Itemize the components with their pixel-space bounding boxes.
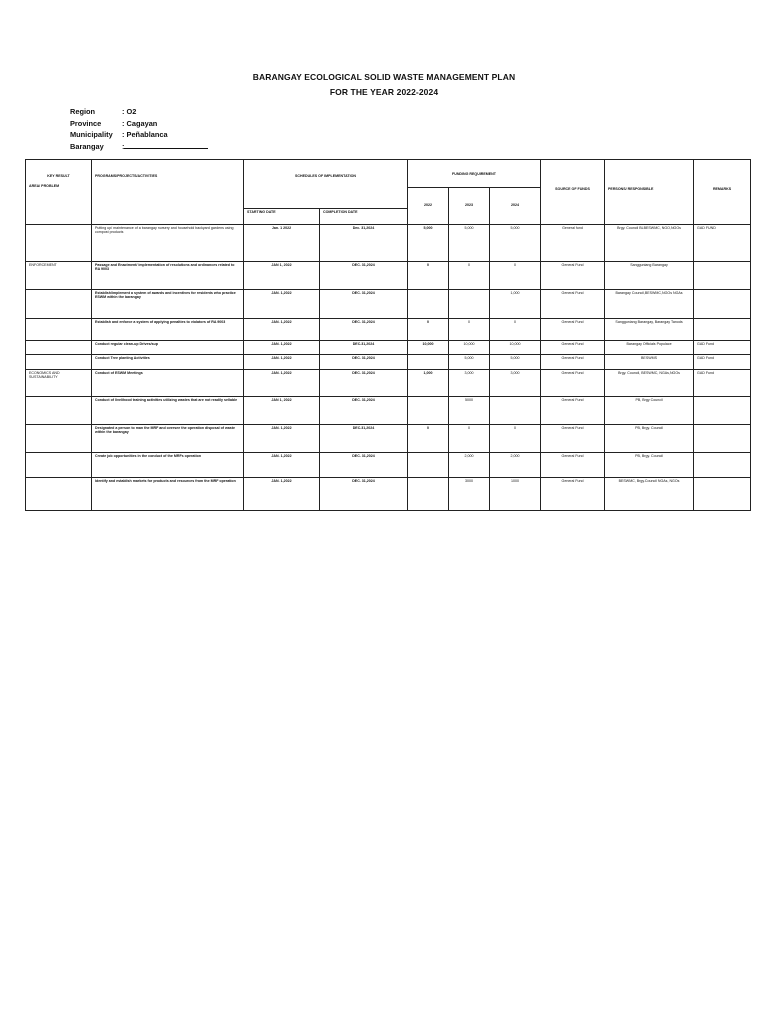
program-cell: Putting up/ maintenance of a barangay nursery and household backyard gardens using compost products bbox=[92, 225, 244, 262]
program-cell: Identify and establish markets for products and resources from the MRF operation bbox=[92, 478, 244, 511]
fund-2024-cell: 1000 bbox=[490, 478, 541, 511]
program-cell: Conduct of ESWM Meetings bbox=[92, 370, 244, 397]
plan-table bbox=[25, 159, 751, 511]
programs-header: PROGRAMS/PROJECTS/ACTIVITIES bbox=[92, 160, 244, 225]
fund-2022-cell bbox=[408, 290, 449, 319]
fund-2022-cell: 0 bbox=[408, 319, 449, 341]
table-row bbox=[26, 453, 751, 478]
fund-2023-cell: 0 bbox=[449, 262, 490, 290]
year-2024-header: 2024 bbox=[490, 188, 541, 225]
key-result-area-cell bbox=[26, 341, 92, 355]
key-result-header bbox=[26, 160, 92, 225]
source-of-funds-cell: General Fund bbox=[541, 453, 605, 478]
table-row bbox=[26, 355, 751, 370]
source-of-funds-cell: General Fund bbox=[541, 478, 605, 511]
completion-date-cell: DEC.31,2024 bbox=[320, 341, 408, 355]
fund-2022-cell: 10,000 bbox=[408, 341, 449, 355]
completion-date-cell: DEC. 31,2024 bbox=[320, 397, 408, 425]
remarks-cell: GAD FUND bbox=[694, 225, 751, 262]
source-of-funds-cell: General Fund bbox=[541, 341, 605, 355]
fund-2023-cell: 5000 bbox=[449, 397, 490, 425]
persons-responsible-cell: PB, Brgy Council bbox=[605, 397, 694, 425]
area-problem-label: AREA/ PROBLEM bbox=[29, 184, 60, 189]
fund-2024-cell: 3,000 bbox=[490, 370, 541, 397]
fund-2024-cell: 10,000 bbox=[490, 341, 541, 355]
persons-responsible-cell: PB, Brgy. Council bbox=[605, 425, 694, 453]
completion-date-header: COMPLETION DATE bbox=[320, 209, 408, 225]
source-of-funds-cell: General Fund bbox=[541, 262, 605, 290]
key-result-area-cell: ECONOMICS AND SUSTAINABILITY bbox=[26, 370, 92, 397]
key-result-label: KEY RESULT bbox=[47, 174, 70, 178]
fund-2022-cell: 0 bbox=[408, 262, 449, 290]
key-result-area-cell bbox=[26, 319, 92, 341]
persons-header: PERSONS/ RESPONSIBLE bbox=[605, 160, 694, 225]
key-result-area-cell: ENFORCEMENT bbox=[26, 262, 92, 290]
document-subtitle: FOR THE YEAR 2022-2024 bbox=[329, 87, 439, 97]
starting-date-cell: JAN. 1,2022 bbox=[244, 290, 320, 319]
fund-2022-cell: 5,000 bbox=[408, 225, 449, 262]
persons-responsible-cell: Sangguniang Barangay, Barangay Tanods bbox=[605, 319, 694, 341]
table-row bbox=[26, 319, 751, 341]
table-row bbox=[26, 370, 751, 397]
persons-responsible-cell: Brgy. Council, BESWMC, NGAs,NGOs bbox=[605, 370, 694, 397]
fund-2022-cell: 1,000 bbox=[408, 370, 449, 397]
starting-date-cell: JAN. 1,2022 bbox=[244, 453, 320, 478]
fund-2023-cell bbox=[449, 290, 490, 319]
remarks-cell: GAD Fund bbox=[694, 355, 751, 370]
municipality-label: Municipality bbox=[70, 130, 113, 139]
fund-2022-cell bbox=[408, 397, 449, 425]
remarks-cell: GAD Fund bbox=[694, 341, 751, 355]
region-value: : O2 bbox=[122, 107, 137, 116]
program-cell: Conduct of livelihood training activities utilizing wastes that are not readily sellable bbox=[92, 397, 244, 425]
starting-date-cell: JAN. 1,2022 bbox=[244, 341, 320, 355]
schedule-header: SCHEDULES OF IMPLEMENTATION bbox=[244, 160, 408, 209]
fund-2023-cell: 0 bbox=[449, 319, 490, 341]
barangay-value: : bbox=[122, 141, 125, 151]
funding-header: FUNDING REQUIREMENT bbox=[408, 160, 541, 188]
table-row bbox=[26, 478, 751, 511]
fund-2023-cell: 10,000 bbox=[449, 341, 490, 355]
key-result-area-cell bbox=[26, 225, 92, 262]
region-label: Region bbox=[70, 107, 96, 116]
completion-date-cell: Dec. 31,2024 bbox=[320, 225, 408, 262]
remarks-cell: GAD Fund bbox=[694, 370, 751, 397]
remarks-cell bbox=[694, 453, 751, 478]
program-cell: Establish and enforce a system of applying penalties to violators of RA 9003 bbox=[92, 319, 244, 341]
fund-2024-cell: 5,000 bbox=[490, 225, 541, 262]
barangay-label: Barangay bbox=[70, 141, 104, 151]
remarks-header: REMARKS bbox=[694, 160, 751, 225]
header-row-1 bbox=[26, 160, 751, 188]
persons-responsible-cell: Barangay Council,BESWMC,NGOs NGAs bbox=[605, 290, 694, 319]
fund-2022-cell bbox=[408, 453, 449, 478]
fund-2024-cell: 0 bbox=[490, 319, 541, 341]
key-result-area-cell bbox=[26, 397, 92, 425]
key-result-area-cell bbox=[26, 290, 92, 319]
fund-2022-cell bbox=[408, 478, 449, 511]
key-result-area-cell bbox=[26, 355, 92, 370]
fund-2024-cell: 1,000 bbox=[490, 290, 541, 319]
program-cell: Passage and Enactment/ implementation of resolutions and ordinances related to RA 9003 bbox=[92, 262, 244, 290]
fund-2024-cell: 5,000 bbox=[490, 355, 541, 370]
source-of-funds-cell: General Fund bbox=[541, 425, 605, 453]
municipality-value: : Peñablanca bbox=[122, 130, 168, 139]
year-2023-header: 2023 bbox=[449, 188, 490, 225]
persons-responsible-cell: BESWMC, Brgy.Council NGAs, NGOs bbox=[605, 478, 694, 511]
starting-date-cell: JAN. 1,2022 bbox=[244, 355, 320, 370]
remarks-cell bbox=[694, 262, 751, 290]
starting-date-header: STARTING DATE bbox=[244, 209, 320, 225]
province-value: : Cagayan bbox=[122, 118, 158, 128]
province-row bbox=[70, 118, 208, 130]
location-info bbox=[70, 106, 208, 152]
fund-2023-cell: 5,000 bbox=[449, 225, 490, 262]
program-cell: Designated a person to man the MRF and oversee the operation disposal of waste within the barangay bbox=[92, 425, 244, 453]
completion-date-cell: DEC. 31,2024 bbox=[320, 319, 408, 341]
completion-date-cell: DEC. 31,2024 bbox=[320, 262, 408, 290]
program-cell: Conduct Tree planting Activities bbox=[92, 355, 244, 370]
starting-date-cell: JAN 1, 2022 bbox=[244, 262, 320, 290]
remarks-cell bbox=[694, 425, 751, 453]
key-result-area-cell bbox=[26, 453, 92, 478]
fund-2024-cell bbox=[490, 397, 541, 425]
fund-2024-cell: 0 bbox=[490, 262, 541, 290]
program-cell: Create job opportunities in the conduct of the MRFs operation bbox=[92, 453, 244, 478]
completion-date-cell: DEC. 31,2024 bbox=[320, 478, 408, 511]
source-of-funds-cell: General Fund bbox=[541, 370, 605, 397]
source-of-funds-cell: General Fund bbox=[541, 397, 605, 425]
program-cell: Establish/implement a system of awards and incentives for residents who practice ESWM within the barangay bbox=[92, 290, 244, 319]
table-row bbox=[26, 225, 751, 262]
program-cell: Conduct regular clean-up Drives/sup bbox=[92, 341, 244, 355]
completion-date-cell: DEC.31,2024 bbox=[320, 425, 408, 453]
persons-responsible-cell: Brgy. Council BLBESWMC, NGO,NGOs bbox=[605, 225, 694, 262]
fund-2024-cell: 0 bbox=[490, 425, 541, 453]
source-header: SOURCE OF FUNDS bbox=[541, 160, 605, 225]
source-of-funds-cell: General Fund bbox=[541, 355, 605, 370]
region-row bbox=[70, 106, 208, 118]
year-2022-header: 2022 bbox=[408, 188, 449, 225]
barangay-row bbox=[70, 141, 208, 153]
source-of-funds-cell: General fund bbox=[541, 225, 605, 262]
key-result-area-cell bbox=[26, 425, 92, 453]
completion-date-cell: DEC. 31,2024 bbox=[320, 290, 408, 319]
completion-date-cell: DEC. 31,2024 bbox=[320, 453, 408, 478]
persons-responsible-cell: BESWMS bbox=[605, 355, 694, 370]
municipality-row bbox=[70, 129, 208, 141]
key-result-area-cell bbox=[26, 478, 92, 511]
fund-2023-cell: 2,000 bbox=[449, 453, 490, 478]
source-of-funds-cell: General Fund bbox=[541, 290, 605, 319]
starting-date-cell: JAN 1, 2022 bbox=[244, 397, 320, 425]
starting-date-cell: JAN. 1,2022 bbox=[244, 319, 320, 341]
table-row bbox=[26, 290, 751, 319]
fund-2023-cell: 3000 bbox=[449, 478, 490, 511]
table-row bbox=[26, 397, 751, 425]
remarks-cell bbox=[694, 397, 751, 425]
fund-2024-cell: 2,000 bbox=[490, 453, 541, 478]
starting-date-cell: JAN. 1,2022 bbox=[244, 478, 320, 511]
fund-2022-cell bbox=[408, 355, 449, 370]
fund-2023-cell: 3,000 bbox=[449, 370, 490, 397]
persons-responsible-cell: PB, Brgy. Council bbox=[605, 453, 694, 478]
table-row bbox=[26, 341, 751, 355]
fund-2023-cell: 0 bbox=[449, 425, 490, 453]
fund-2022-cell: 0 bbox=[408, 425, 449, 453]
completion-date-cell: DEC. 31,2024 bbox=[320, 370, 408, 397]
barangay-blank-line bbox=[124, 141, 208, 149]
starting-date-cell: JAN. 1,2022 bbox=[244, 425, 320, 453]
persons-responsible-cell: Barangay Officials Populace bbox=[605, 341, 694, 355]
remarks-cell bbox=[694, 478, 751, 511]
document-title: BARANGAY ECOLOGICAL SOLID WASTE MANAGEMENT PLAN bbox=[252, 72, 516, 82]
persons-responsible-cell: Sangguniang Barangay bbox=[605, 262, 694, 290]
starting-date-cell: JAN. 1,2022 bbox=[244, 370, 320, 397]
completion-date-cell: DEC. 31,2024 bbox=[320, 355, 408, 370]
remarks-cell bbox=[694, 319, 751, 341]
fund-2023-cell: 5,000 bbox=[449, 355, 490, 370]
table-row bbox=[26, 425, 751, 453]
starting-date-cell: Jan. 1 2022 bbox=[244, 225, 320, 262]
source-of-funds-cell: General Fund bbox=[541, 319, 605, 341]
province-label: Province bbox=[70, 118, 102, 128]
remarks-cell bbox=[694, 290, 751, 319]
table-row bbox=[26, 262, 751, 290]
